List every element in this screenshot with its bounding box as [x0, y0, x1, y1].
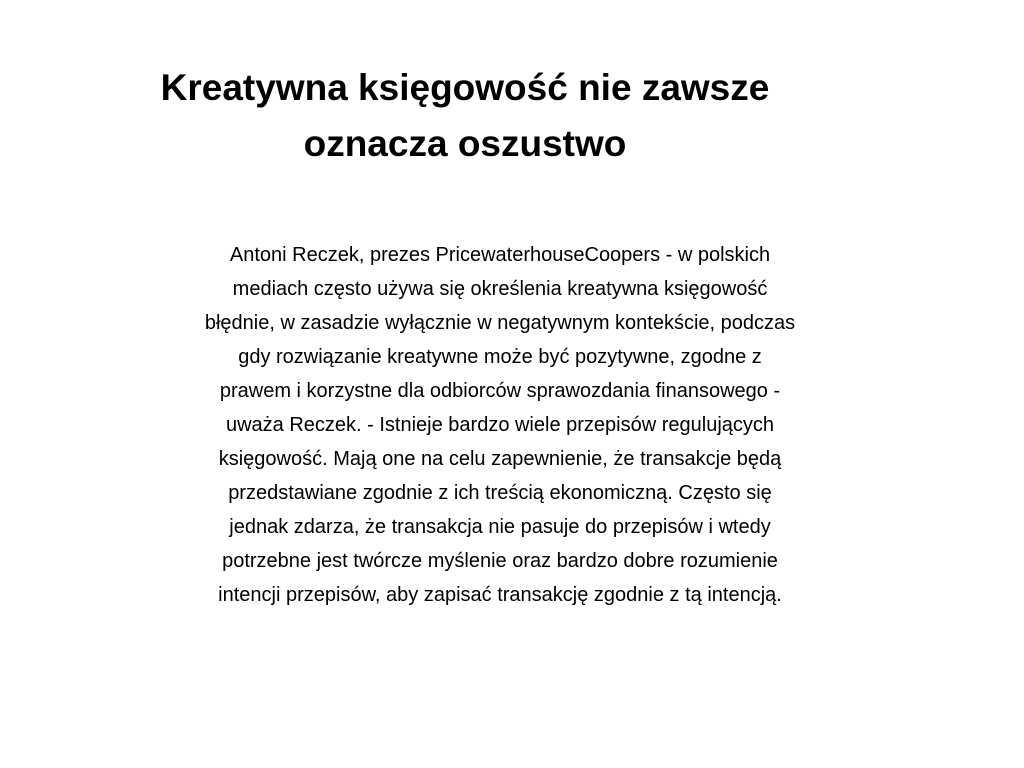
body-text-line: mediach często używa się określenia kreatywna księgowość	[232, 278, 768, 300]
slide-title-line: oznacza oszustwo	[303, 123, 627, 164]
body-text-line: jednak zdarza, że transakcja nie pasuje do przepisów i wtedy	[229, 516, 771, 538]
body-text-line: błędnie, w zasadzie wyłącznie w negatywnym kontekście, podczas	[204, 312, 796, 334]
body-text-line: gdy rozwiązanie kreatywne może być pozytywne, zgodne z	[238, 346, 762, 368]
slide-title	[0, 60, 930, 172]
body-text-line: intencji przepisów, aby zapisać transakcję zgodnie z tą intencją.	[218, 584, 782, 606]
body-text-line: Antoni Reczek, prezes PricewaterhouseCoopers - w polskich	[229, 244, 771, 266]
body-text-line: przedstawiane zgodnie z ich treścią ekonomiczną. Często się	[228, 482, 772, 504]
slide-body-text	[110, 238, 890, 612]
body-text-line: potrzebne jest twórcze myślenie oraz bardzo dobre rozumienie	[222, 550, 778, 572]
body-text-line: księgowość. Mają one na celu zapewnienie, że transakcje będą	[218, 448, 782, 470]
body-text-line: prawem i korzystne dla odbiorców sprawozdania finansowego -	[219, 380, 781, 402]
slide-title-line: Kreatywna księgowość nie zawsze	[160, 67, 770, 108]
body-text-line: uważa Reczek. - Istnieje bardzo wiele przepisów regulujących	[225, 414, 775, 436]
